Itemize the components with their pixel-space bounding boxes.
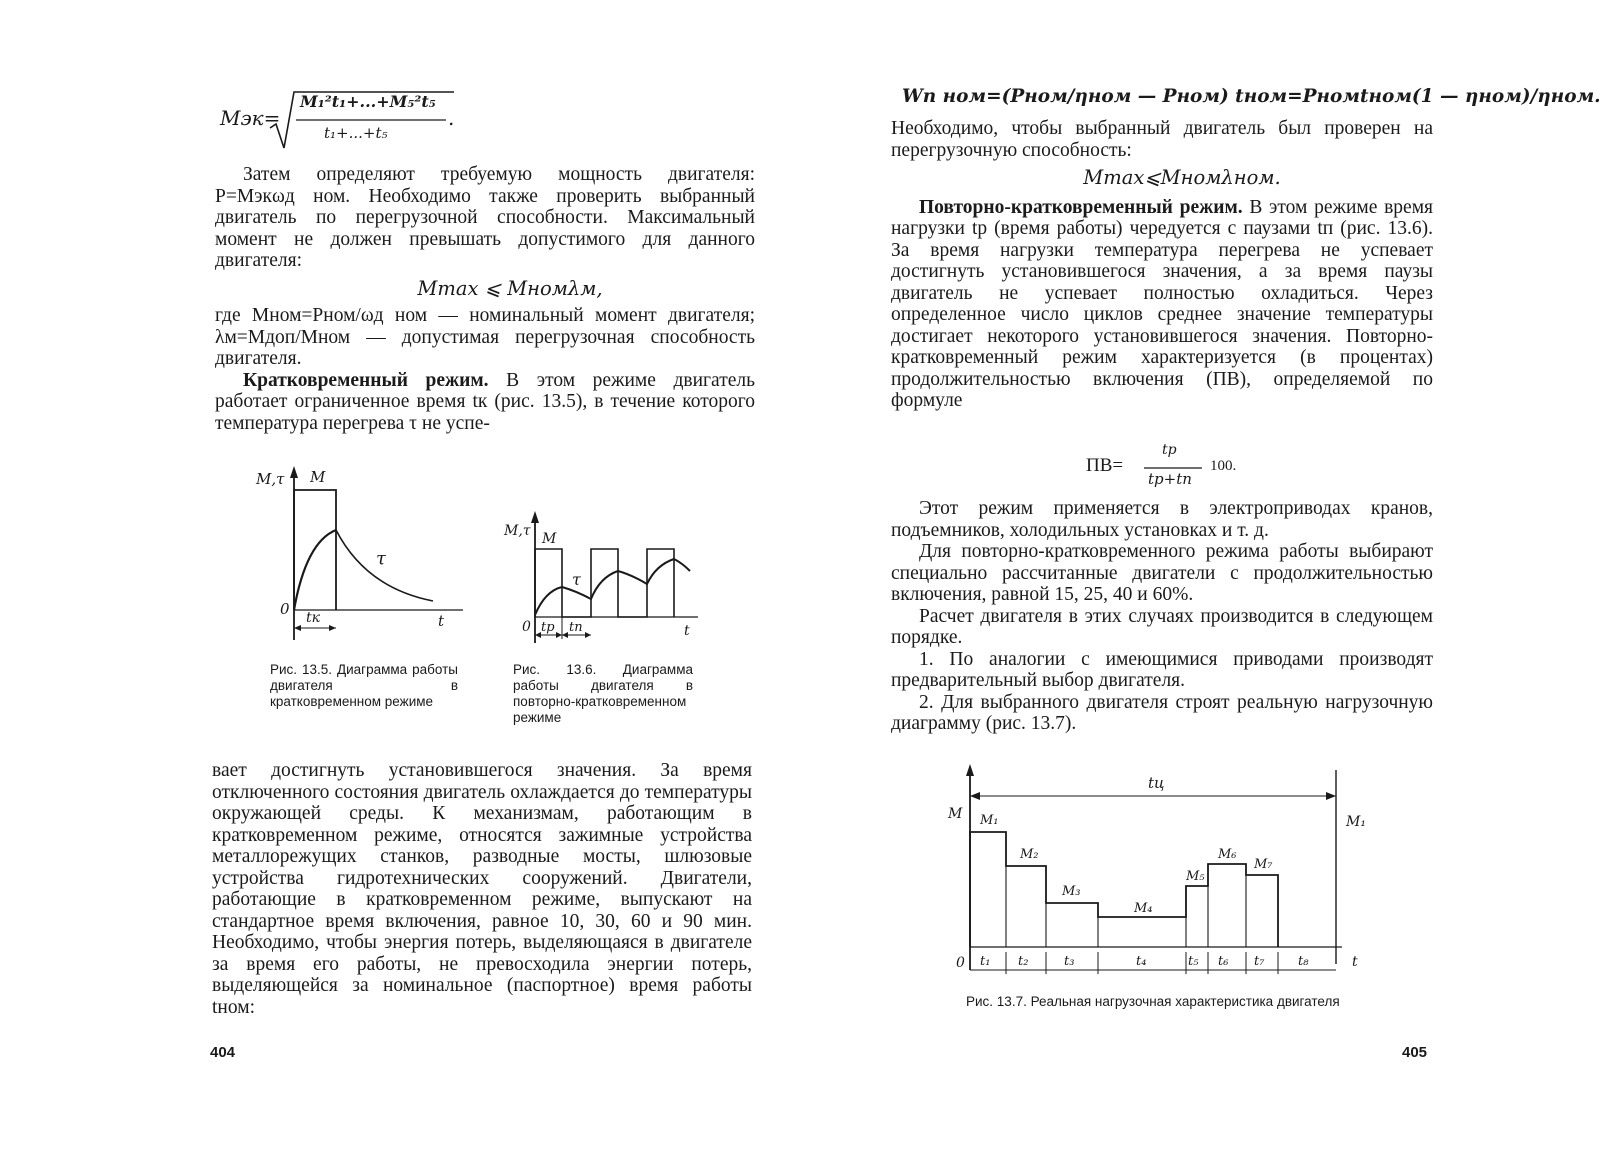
fig137-t3-label: t₃ [1064,954,1075,969]
formula-w-nom: Wп ном=(Pном/ηном — Pном) tном=Pномtном(1 — ηном)/ηном. [902,86,1601,107]
right-paragraph-2 [891,197,1433,412]
fig137-m3-label: M₃ [1062,884,1081,899]
fig137-tc-label: tц [1148,774,1165,792]
formula-mek-end: . [448,106,455,130]
fig136-tau-label: τ [572,570,581,589]
fig136-zero: 0 [522,619,531,635]
left-text-block-1 [215,164,755,434]
fig137-tc-arrow-r [1326,792,1336,800]
fig135-m-label: M [310,468,326,486]
left-heading-short-mode: Кратковременный режим. [243,369,489,391]
fig137-t1-label: t₁ [980,954,991,969]
fig137-m4-label: M₄ [1134,901,1153,916]
right-text-block-2 [891,498,1433,735]
right-paragraph-1: Необходимо, чтобы выбранный двигатель был проверен на перегрузочную способность: [891,118,1433,161]
left-paragraph-3 [215,370,755,435]
left-text-block-2 [212,760,752,1018]
caption-13-5: Рис. 13.5. Диаграмма работы двигателя в кратковременном режиме [270,662,458,709]
fig136-m-label: M [542,531,557,547]
right-paragraph-4: Для повторно-кратковременного режима работы выбирают специально рассчитанные двигатели с продолжительностью включения, равной 15, 25, 40 и 60%. [891,541,1433,605]
right-paragraph-2-text: В этом режиме время нагрузки tр (время работы) чередуется с паузами tп (рис. 13.6). За время нагрузки температура перегрева не успевает достигнуть установившегося значения, а за время паузы двигатель не успевает полностью охладиться. Через определенное число циклов среднее значение температуры достигает некоторого установившегося значения. Повторно-кратковременный режим характеризуется (в процентах) продолжительностью включения (ПВ), определяемой по формуле [891,196,1434,411]
fig137-m2-label: M₂ [1020,847,1039,862]
fig136-t-label: t [684,623,690,639]
caption-13-7: Рис. 13.7. Реальная нагрузочная характеристика двигателя [966,994,1340,1009]
right-paragraph-3: Этот режим применяется в электроприводах кранов, подъемников, холодильных установках и т. д. [891,498,1433,541]
fig137-m-axis: M [948,806,963,822]
formula-mek-lhs: Mэк= [220,106,281,130]
figure-13-7 [942,762,1392,977]
left-paragraph-2: где Mном=Pном/ωд ном — номинальный момент двигателя; λм=Mдоп/Mном — допустимая перегрузочная способность двигателя. [215,305,755,369]
fig135-y-arrow [290,466,298,478]
fig137-t-label: t [1352,954,1358,970]
fig136-y-label: M,τ [504,523,531,539]
right-page [806,0,1612,1172]
fig136-tp-label: tр [541,620,555,635]
right-heading-intermittent-mode: Повторно-кратковременный режим. [919,196,1243,218]
fig135-y-label: M,τ [256,470,285,488]
fig137-m7-label: M₇ [1254,857,1273,872]
fig137-t4-label: t₄ [1136,954,1147,969]
fig136-tn-label: tп [569,620,583,635]
page-number-right: 405 [1402,1044,1428,1061]
fig137-step-dividers [1006,864,1246,947]
fig137-m5-label: M₅ [1186,869,1205,884]
formula-pv [1086,442,1286,492]
fig136-tn-arrow-l [562,632,568,638]
fig137-t2-label: t₂ [1018,954,1029,969]
fig135-tau-label: τ [376,548,386,569]
fig137-m6-label: M₆ [1218,847,1237,862]
page-number-left: 404 [210,1044,236,1061]
fig135-tk-arrow-r [329,625,336,631]
fig137-m1-right: M₁ [1346,814,1366,830]
formula-mek-numerator: M₁²t₁+...+M₅²t₅ [300,92,436,111]
left-formula-mmax: Mmax ⩽ Mномλм, [417,276,603,300]
caption-13-6: Рис. 13.6. Диаграмма работы двигателя в повторно-кратковременном режиме [513,662,693,725]
formula-mek-denominator: t₁+...+t₅ [324,124,388,142]
fig137-t8-label: t₈ [1298,954,1309,969]
fig136-tau-curve [535,559,690,615]
left-paragraph-3-text: В этом режиме двигатель работает ограниченное время tк (рис. 13.5), в течение которого температура перегрева τ не успе- [215,369,756,434]
fig136-m-pulses [535,549,674,617]
right-formula-mmax: Mmax⩽Mномλном. [1083,166,1281,189]
fig137-t7-label: t₇ [1254,954,1265,969]
right-text-block-1 [891,118,1433,412]
formula-pv-tail: 100. [1210,458,1237,474]
formula-pv-numerator: tр [1162,442,1177,458]
fig135-t-label: t [438,612,445,630]
figure-13-6 [500,505,715,650]
fig137-m1-label: M₁ [980,813,999,828]
formula-pv-denominator: tр+tп [1148,470,1192,488]
fig137-t6-label: t₆ [1218,954,1229,969]
right-paragraph-7: 2. Для выбранного двигателя строят реальную нагрузочную диаграмму (рис. 13.7). [891,691,1433,734]
fig136-y-arrow [531,511,539,523]
left-paragraph-1: Затем определяют требуемую мощность двигателя: P=Mэкωд ном. Необходимо также проверить выбранный двигатель по перегрузочной способности. Максимальный момент не должен превышать допустимого для данного двигателя: [215,164,755,271]
fig137-y-arrow [966,764,974,776]
figure-13-5 [248,460,468,650]
formula-pv-lhs: ПВ= [1086,455,1124,476]
fig136-tn-arrow-r [585,632,591,638]
fig135-tau-rise [294,530,336,610]
left-paragraph-4: вает достигнуть установившегося значения. За время отключенного состояния двигатель охлаждается до температуры окружающей среды. К механизмам, работающим в кратковременном режиме, относятся зажимные устройства металлорежущих станков, разводные мосты, шлюзовые устройства гидротехнических сооружений. Двигатели, работающие в кратковременном режиме, выпускают на стандартное время включения, равное 10, 30, 60 и 90 мин. Необходимо, чтобы энергия потерь, выделяющаяся в двигателе за время его работы, не превосходила энергии потерь, выделяющейся за номинальное (паспортное) время работы tном: [212,760,752,1018]
fig137-tc-arrow-l [970,792,980,800]
fig137-zero: 0 [956,955,965,971]
formula-mek [220,86,460,156]
fig137-t5-label: t₅ [1188,954,1199,969]
right-paragraph-5: Расчет двигателя в этих случаях производится в следующем порядке. [891,605,1433,648]
fig135-tk-label: tк [306,610,320,626]
right-paragraph-6: 1. По аналогии с имеющимися приводами производят предварительный выбор двигателя. [891,648,1433,691]
fig135-tk-arrow-l [294,625,301,631]
fig135-zero: 0 [280,600,290,618]
fig136-tp-arrow-r [556,632,562,638]
